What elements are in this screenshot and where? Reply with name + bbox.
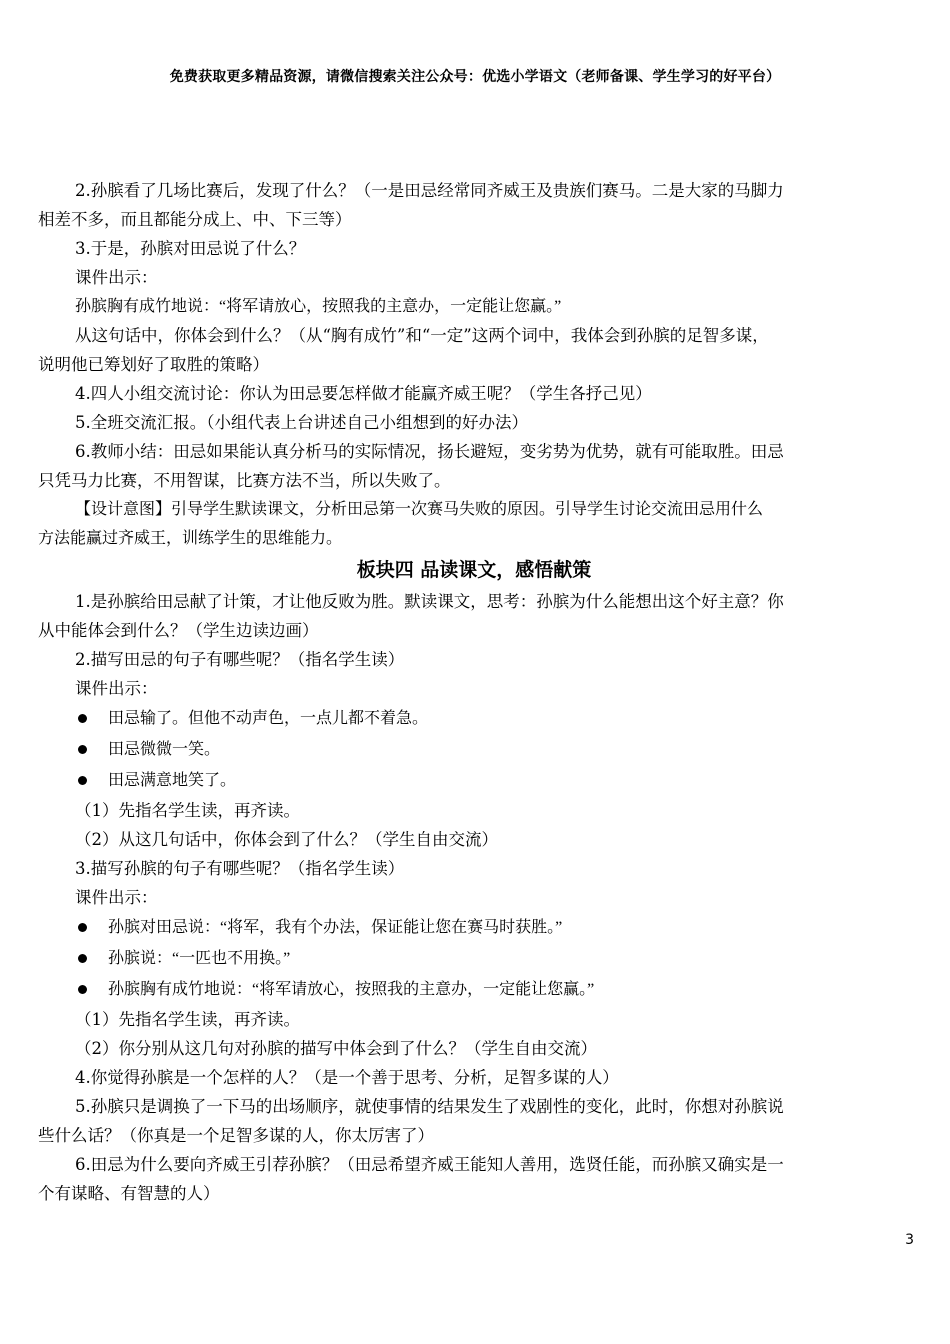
list-item-text: 田忌满意地笑了。 — [108, 772, 237, 789]
paragraph: 说明他已筹划好了取胜的策略） — [38, 355, 269, 374]
bullet-icon — [78, 776, 87, 785]
paragraph: （2）你分别从这几句对孙膑的描写中体会到了什么？（学生自由交流） — [75, 1039, 597, 1058]
design-intent: 【设计意图】引导学生默读课文，分析田忌第一次赛马失败的原因。引导学生讨论交流田忌用什么 — [75, 501, 764, 518]
paragraph: （2）从这几句话中，你体会到了什么？（学生自由交流） — [75, 830, 498, 849]
paragraph: 4.你觉得孙膑是一个怎样的人？（是一个善于思考、分析，足智多谋的人） — [75, 1068, 619, 1087]
paragraph: 课件出示： — [75, 268, 158, 287]
list-item — [38, 943, 910, 974]
paragraph: 5.全班交流汇报。（小组代表上台讲述自己小组想到的好办法） — [75, 413, 528, 432]
bullet-icon — [78, 985, 87, 994]
paragraph: 6.教师小结：田忌如果能认真分析马的实际情况，扬长避短，变劣势为优势，就有可能取胜。田忌 — [75, 442, 784, 461]
paragraph: 个有谋略、有智慧的人） — [38, 1184, 220, 1203]
list-item-text: 孙膑对田忌说：“将军，我有个办法，保证能让您在赛马时获胜。” — [108, 919, 563, 936]
list-item-text: 孙膑说：“一匹也不用换。” — [108, 950, 291, 967]
quote-text: 孙膑胸有成竹地说：“将军请放心，按照我的主意办，一定能让您赢。” — [75, 298, 562, 315]
list-item — [38, 912, 910, 943]
promo-banner: 免费获取更多精品资源，请微信搜索关注公众号：优选小学语文（老师备课、学生学习的好平台） — [169, 69, 781, 85]
document-body — [38, 176, 910, 1208]
list-item-text: 田忌输了。但他不动声色，一点儿都不着急。 — [108, 710, 429, 727]
paragraph: 只凭马力比赛，不用智谋，比赛方法不当，所以失败了。 — [38, 471, 451, 490]
paragraph: 5.孙膑只是调换了一下马的出场顺序，就使事情的结果发生了戏剧性的变化，此时，你想对孙膑说 — [75, 1097, 784, 1116]
paragraph: 从中能体会到什么？（学生边读边画） — [38, 621, 319, 640]
paragraph: 3.描写孙膑的句子有哪些呢？（指名学生读） — [75, 859, 405, 878]
list-item — [38, 734, 910, 765]
list-item — [38, 974, 910, 1005]
bullet-icon — [78, 745, 87, 754]
paragraph: 2.孙膑看了几场比赛后，发现了什么？（一是田忌经常同齐威王及贵族们赛马。二是大家的马脚力 — [75, 181, 784, 200]
paragraph: 课件出示： — [75, 679, 158, 698]
paragraph: 课件出示： — [75, 888, 158, 907]
paragraph: （1）先指名学生读，再齐读。 — [75, 1010, 300, 1029]
paragraph: 1.是孙膑给田忌献了计策，才让他反败为胜。默读课文，思考：孙膑为什么能想出这个好主意？你 — [75, 592, 784, 611]
section-heading: 板块四 品读课文，感悟献策 — [356, 559, 592, 581]
paragraph: 3.于是，孙膑对田忌说了什么？ — [75, 239, 306, 258]
paragraph: 从这句话中，你体会到什么？（从“胸有成竹”和“一定”这两个词中，我体会到孙膑的足智多谋， — [75, 326, 769, 345]
page-number: 3 — [905, 1232, 914, 1248]
paragraph: （1）先指名学生读，再齐读。 — [75, 801, 300, 820]
paragraph: 6.田忌为什么要向齐威王引荐孙膑？（田忌希望齐威王能知人善用，选贤任能，而孙膑又确实是一 — [75, 1155, 784, 1174]
paragraph: 相差不多，而且都能分成上、中、下三等） — [38, 210, 352, 229]
design-intent: 方法能赢过齐威王，训练学生的思维能力。 — [38, 530, 343, 547]
bullet-icon — [78, 954, 87, 963]
list-item — [38, 703, 910, 734]
paragraph: 4.四人小组交流讨论：你认为田忌要怎样做才能赢齐威王呢？（学生各抒己见） — [75, 384, 652, 403]
paragraph: 2.描写田忌的句子有哪些呢？（指名学生读） — [75, 650, 405, 669]
bullet-icon — [78, 714, 87, 723]
paragraph: 些什么话？（你真是一个足智多谋的人，你太厉害了） — [38, 1126, 434, 1145]
list-item — [38, 765, 910, 796]
list-item-text: 孙膑胸有成竹地说：“将军请放心，按照我的主意办，一定能让您赢。” — [108, 981, 595, 998]
list-item-text: 田忌微微一笑。 — [108, 741, 221, 758]
bullet-icon — [78, 923, 87, 932]
